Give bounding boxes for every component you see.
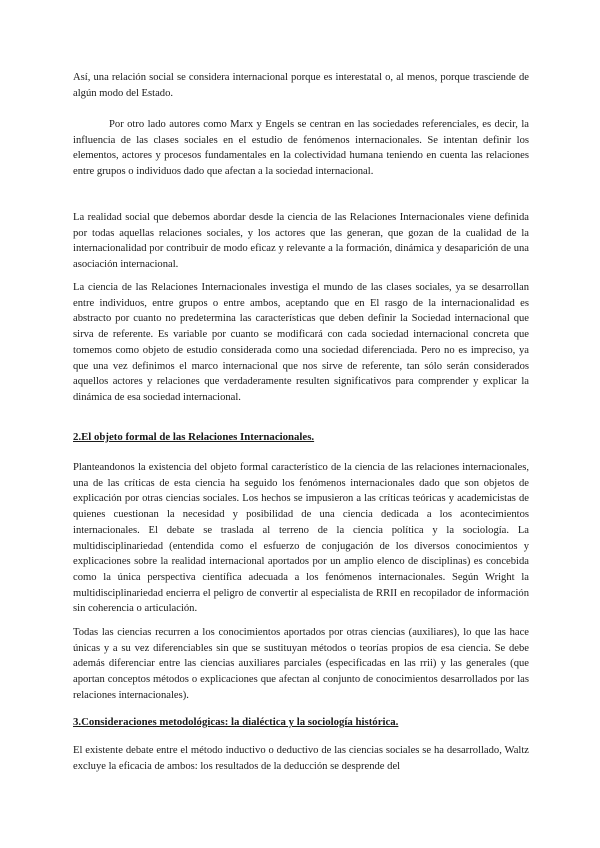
section-heading-2: 2.El objeto formal de las Relaciones Internacionales. — [73, 431, 315, 443]
paragraph-auxiliary-sciences: Todas las ciencias recurren a los conocimientos aportados por otras ciencias (auxiliares), lo que las hace únicas y a su vez diferenciables sin que se sustituyan métodos o teorías propios de esa ciencia. Se debe además diferenciar entre las ciencias auxiliares parciales (especificadas en las rrii) y las generales (que aportan conceptos métodos o explicaciones que afectan al conjunto de conocimientos desarrollados por las relaciones internacionales). — [73, 627, 529, 701]
section-heading-3: 3.Consideraciones metodológicas: la dialéctica y la sociología histórica. — [73, 716, 399, 728]
paragraph-science-ri: La ciencia de las Relaciones Internacionales investiga el mundo de las clases sociales, ya se desarrollan entre individuos, entre grupos o entre ambos, aceptando que en El rasgo de la internacionalidad es abstracto por cuanto no predetermina las características que deben definir la Sociedad internacional que sirva de referente. Es variable por cuanto se modificará con cada sociedad internacional concreta que tomemos como objeto de estudio considerada como una sociedad diferenciada. Pero no es impreciso, ya que una vez definimos el marco internacional que nos sirve de referente, tan sólo serán considerados aquellos actores y relaciones que verdaderamente resulten significativos para comprender y explicar la dinámica de esa sociedad internacional. — [73, 282, 529, 403]
paragraph-marx-engels: Por otro lado autores como Marx y Engels se centran en las sociedades referenciales, es decir, la influencia de las clases sociales en el estudio de fenómenos internacionales. Se intentan definir los elementos, actores y procesos fundamentales en la colectividad humana teniendo en cuenta las relaciones entre grupos o individuos dado que afectan a la sociedad internacional. — [73, 119, 529, 178]
paragraph-intro: Así, una relación social se considera internacional porque es interestatal o, al menos, porque trasciende de algún modo del Estado. — [73, 72, 529, 99]
paragraph-methodology: El existente debate entre el método inductivo o deductivo de las ciencias sociales se ha desarrollado, Waltz excluye la eficacia de ambos: los resultados de la deducción se desprende del — [73, 745, 529, 772]
paragraph-formal-object: Planteandonos la existencia del objeto formal característico de la ciencia de las relaciones internacionales, una de las críticas de esta ciencia ha seguido los fenómenos internacionales dado que son objetos de explicación por otras ciencias sociales. Los hechos se impusieron a las críticas teóricas y academicistas de quienes cuestionan la necesidad y posibilidad de una ciencia dedicada a los acontecimientos internacionales. El debate se traslada al terreno de la ciencia política y la sociología. La multidisciplinariedad (entendida como el esfuerzo de conjugación de los diversos conocimientos y explicaciones sobre la realidad internacional aportados por un amplio elenco de disciplinas) es concebida como la única perspectiva científica adecuada a los fenómenos internacionales. Según Wright la multidisciplinariedad encierra el peligro de convertir al especialista de RRII en recopilador de información sin coherencia o articulación. — [73, 462, 529, 615]
paragraph-social-reality: La realidad social que debemos abordar desde la ciencia de las Relaciones Internacionales viene definida por todas aquellas relaciones sociales, y los actores que las generan, que gozan de la cualidad de la internacionalidad por contribuir de modo eficaz y relevante a la formación, dinámica y desaparición de una asociación internacional. — [73, 212, 529, 271]
